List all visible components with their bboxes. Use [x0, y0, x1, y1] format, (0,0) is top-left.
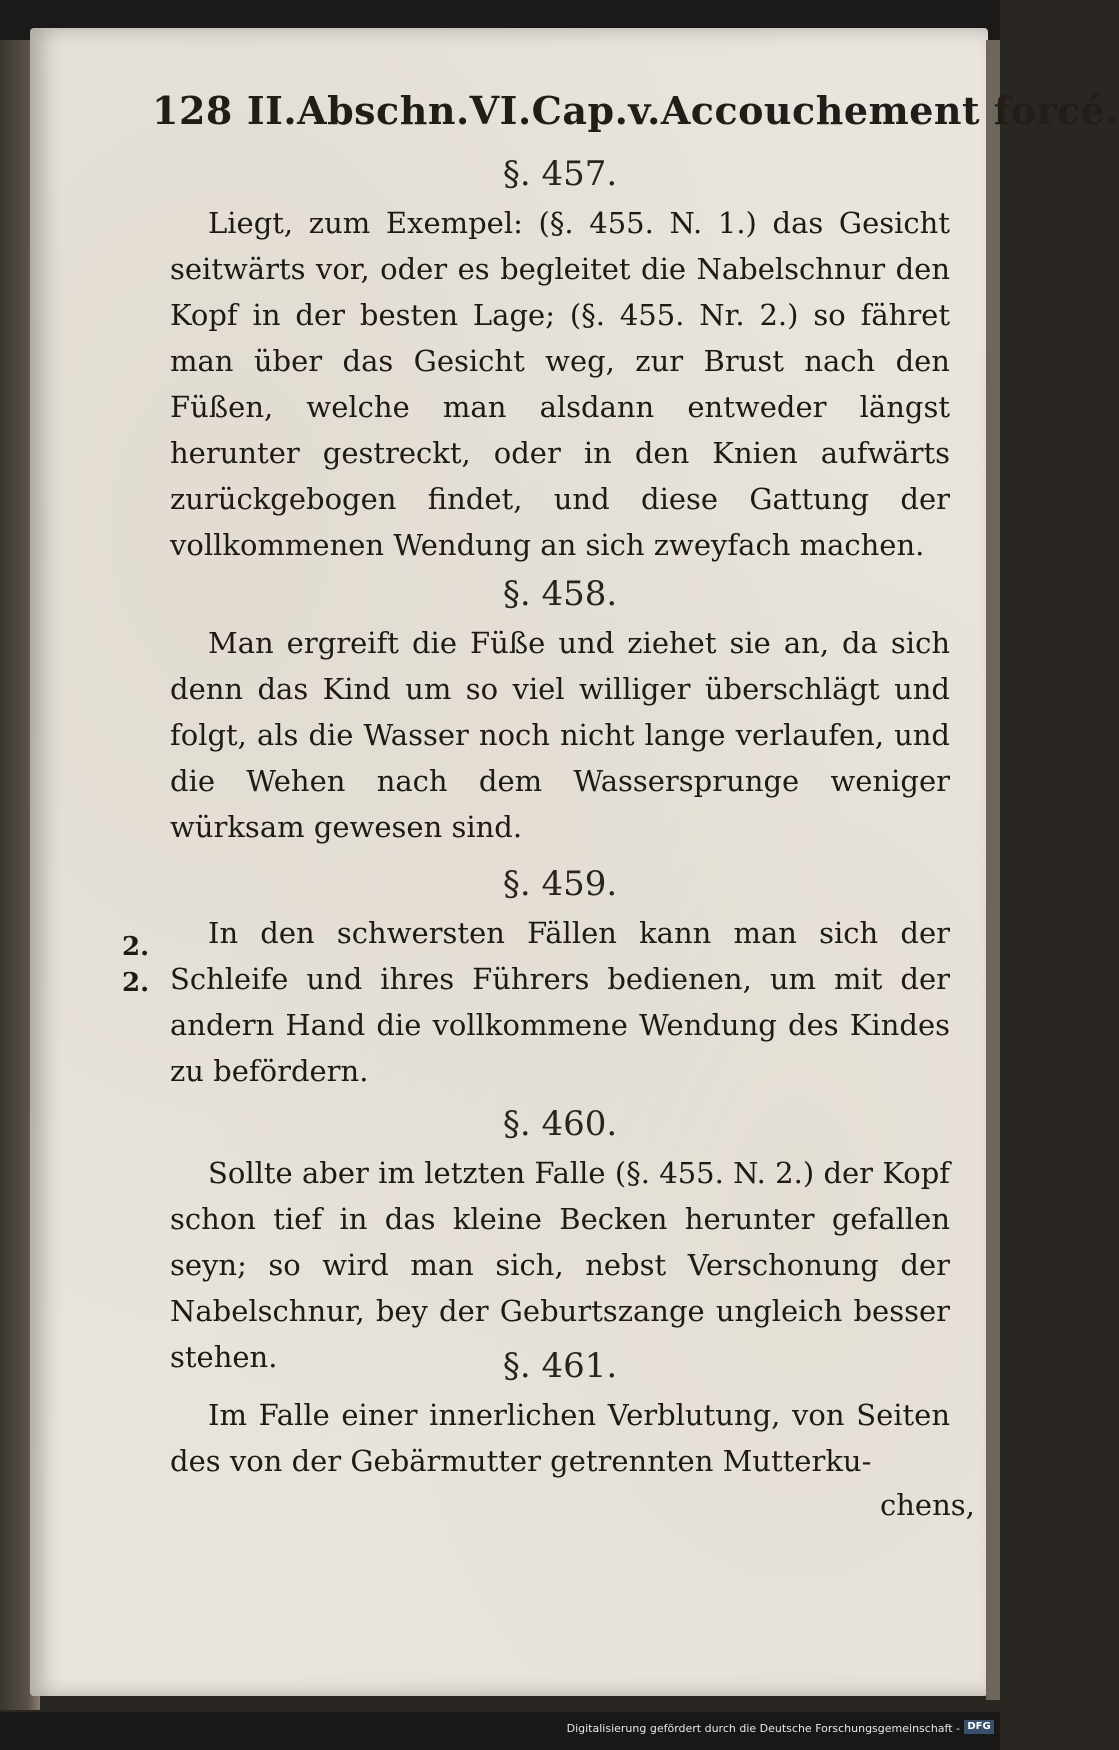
catchword: chens, — [880, 1488, 975, 1522]
running-header — [152, 88, 1119, 136]
funding-note: Digitalisierung gefördert durch die Deutsche Forschungsgemeinschaft - — [566, 1722, 960, 1735]
margin-note: 2. — [122, 968, 150, 998]
section-heading: §. 461. — [502, 1346, 618, 1386]
section-heading: §. 459. — [502, 864, 618, 904]
section-body: Liegt, zum Exempel: (§. 455. N. 1.) das Gesicht seitwärts vor, oder es begleitet die Nabelschnur den Kopf in der besten Lage; (§. 455. Nr. 2.) so fähret man über das Gesicht weg, zur Brust nach den Füßen, welche man alsdann entweder längst herunter gestreckt, oder in den Knien aufwärts zurückgebogen findet, und diese Gattung der vollkommenen Wendung an sich zweyfach machen. — [170, 206, 950, 562]
page-number: 128 — [152, 88, 233, 133]
section-458 — [170, 570, 950, 850]
section-459 — [170, 860, 950, 1094]
section-heading: §. 460. — [502, 1104, 618, 1144]
section-body: Man ergreift die Füße und ziehet sie an, da sich denn das Kind um so viel williger überschlägt und folgt, als die Wasser noch nicht lange verlaufen, und die Wehen nach dem Wassersprunge weniger würksam gewesen sind. — [170, 626, 950, 844]
section-heading: §. 457. — [502, 154, 618, 194]
section-heading: §. 458. — [502, 574, 618, 614]
section-461 — [170, 1342, 950, 1484]
section-457 — [170, 150, 950, 568]
margin-note: 2. — [122, 932, 150, 962]
dfg-logo-icon: DFG — [964, 1720, 994, 1734]
section-body: Im Falle einer innerlichen Verblutung, von Seiten des von der Gebärmutter getrennten Mutterku- — [170, 1398, 950, 1478]
page-right-edge — [986, 40, 1000, 1700]
section-460 — [170, 1100, 950, 1380]
running-title: II.Abschn.VI.Cap.v.Accouchement forcé. — [246, 88, 1119, 133]
section-body: Sollte aber im letzten Falle (§. 455. N. 2.) der Kopf schon tief in das kleine Becken herunter gefallen seyn; so wird man sich, nebst Verschonung der Nabelschnur, bey der Geburtszange ungleich besser stehen. — [170, 1156, 950, 1374]
section-body: In den schwersten Fällen kann man sich der Schleife und ihres Führers bedienen, um mit der andern Hand die vollkommene Wendung des Kindes zu befördern. — [170, 916, 950, 1088]
